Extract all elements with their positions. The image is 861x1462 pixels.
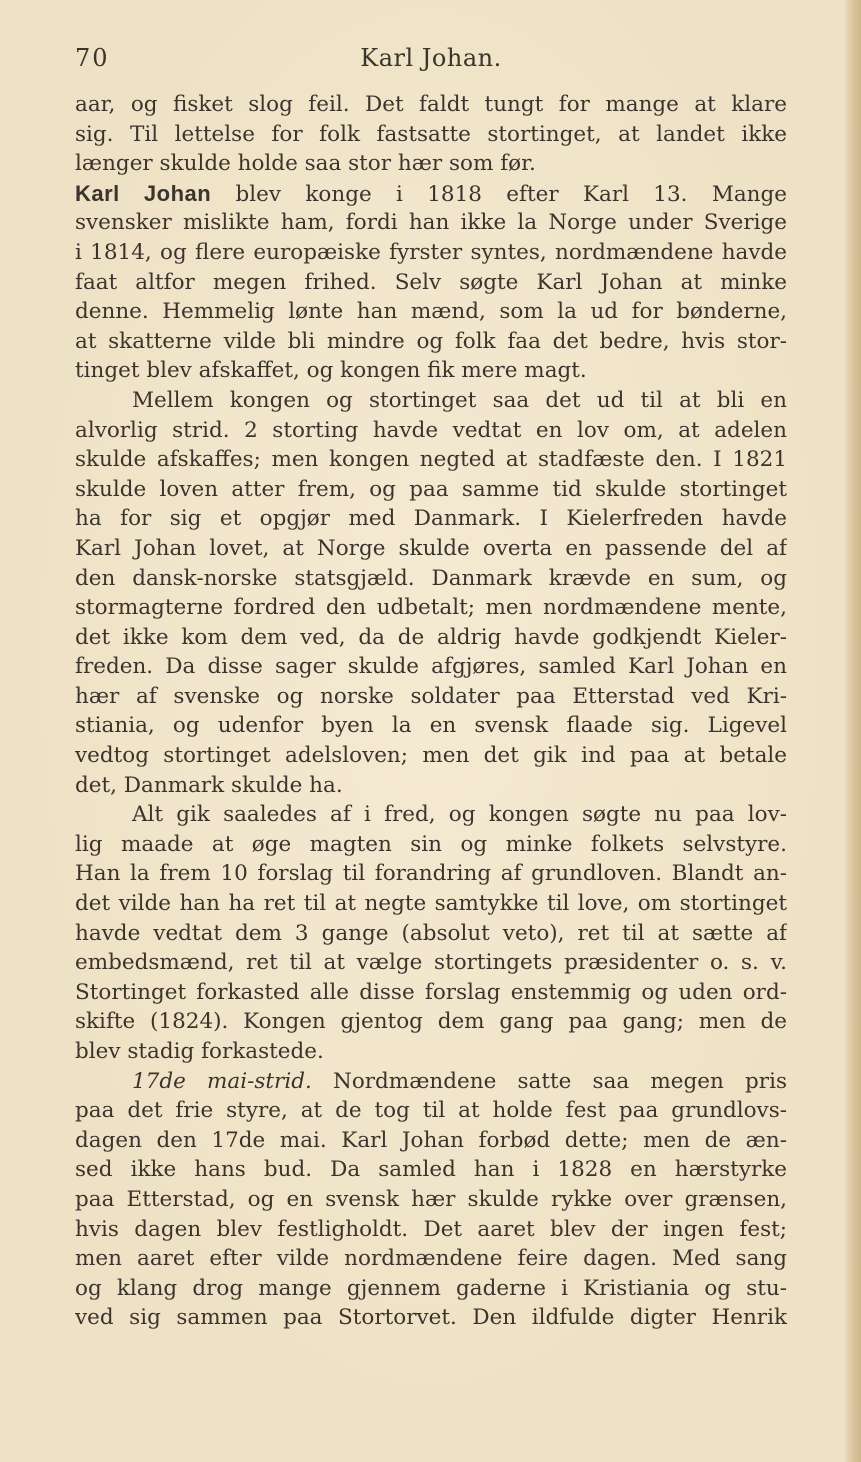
line-text: Alt gik saaledes af i fred, og kongen søgte nu paa lov- bbox=[132, 802, 787, 828]
line-text: Han la frem 10 forslag til forandring af grundloven. Blandt an- bbox=[75, 861, 787, 887]
text-line bbox=[75, 149, 787, 179]
subhead-17de-mai: 17de mai-strid. bbox=[132, 1068, 312, 1094]
text-line bbox=[75, 1096, 787, 1126]
line-text: embedsmænd, ret til at vælge stortingets præsidenter o. s. v. bbox=[75, 950, 787, 976]
line-text: lig maade at øge magten sin og minke folkets selvstyre. bbox=[75, 831, 787, 857]
line-text: Karl Johan lovet, at Norge skulde overta en passende del af bbox=[75, 535, 787, 561]
line-text: hvis dagen blev festligholdt. Det aaret blev der ingen fest; bbox=[75, 1216, 787, 1242]
line-text: svensker mislikte ham, fordi han ikke la Norge under Sverige bbox=[75, 210, 787, 236]
text-line bbox=[75, 800, 787, 830]
text-line bbox=[75, 475, 787, 505]
text-line bbox=[75, 179, 787, 209]
line-text: freden. Da disse sager skulde afgjøres, samled Karl Johan en bbox=[75, 654, 787, 680]
line-text: den dansk-norske statsgjæld. Danmark krævde en sum, og bbox=[75, 565, 787, 591]
text-line bbox=[75, 1215, 787, 1245]
text-line bbox=[75, 682, 787, 712]
text-line bbox=[75, 90, 787, 120]
text-line bbox=[75, 416, 787, 446]
line-text: alvorlig strid. 2 storting havde vedtat en lov om, at adelen bbox=[75, 417, 787, 443]
text-line bbox=[75, 1244, 787, 1274]
line-text: det vilde han ha ret til at negte samtykke til love, om stortinget bbox=[75, 891, 787, 917]
text-line bbox=[75, 1037, 787, 1067]
line-text: men aaret efter vilde nordmændene feire dagen. Med sang bbox=[75, 1246, 787, 1272]
text-line bbox=[75, 120, 787, 150]
line-text: havde vedtat dem 3 gange (absolut veto), ret til at sætte af bbox=[75, 920, 787, 946]
body-text bbox=[75, 90, 787, 1333]
text-line bbox=[75, 504, 787, 534]
line-text: Stortinget forkasted alle disse forslag enstemmig og uden ord- bbox=[75, 979, 787, 1005]
line-text: stormagterne fordred den udbetalt; men nordmændene mente, bbox=[75, 595, 787, 621]
text-line bbox=[75, 238, 787, 268]
line-text: ved sig sammen paa Stortorvet. Den ildfulde digter Henrik bbox=[75, 1305, 787, 1331]
page-edge-shadow bbox=[843, 0, 861, 1462]
line-text: blev stadig forkastede. bbox=[75, 1039, 324, 1064]
line-text: dagen den 17de mai. Karl Johan forbød dette; men de æn- bbox=[75, 1127, 787, 1153]
line-text: det ikke kom dem ved, da de aldrig havde godkjendt Kieler- bbox=[75, 624, 787, 650]
line-text: sed ikke hans bud. Da samled han i 1828 en hærstyrke bbox=[75, 1157, 787, 1183]
text-line bbox=[75, 741, 787, 771]
line-text: faat altfor megen frihed. Selv søgte Karl Johan at minke bbox=[75, 269, 787, 295]
text-line bbox=[75, 1067, 787, 1097]
text-line bbox=[75, 711, 787, 741]
line-text: sig. Til lettelse for folk fastsatte stortinget, at landet ikke bbox=[75, 121, 787, 147]
text-line bbox=[75, 771, 787, 801]
text-line bbox=[75, 919, 787, 949]
line-text: at skatterne vilde bli mindre og folk faa det bedre, hvis stor- bbox=[75, 328, 787, 354]
text-line bbox=[75, 1155, 787, 1185]
line-text: ha for sig et opgjør med Danmark. I Kielerfreden havde bbox=[75, 506, 787, 532]
text-line bbox=[75, 445, 787, 475]
line-text: det, Danmark skulde ha. bbox=[75, 772, 343, 798]
text-line bbox=[75, 623, 787, 653]
text-line bbox=[75, 1126, 787, 1156]
text-line bbox=[75, 1185, 787, 1215]
line-text: hær af svenske og norske soldater paa Etterstad ved Kri- bbox=[75, 683, 787, 709]
text-line bbox=[75, 652, 787, 682]
line-text: paa det frie styre, at de tog til at holde fest paa grundlovs- bbox=[75, 1098, 787, 1124]
subhead-karl-johan: Karl Johan bbox=[75, 180, 212, 206]
line-text: blev konge i 1818 efter Karl 13. Mange bbox=[211, 181, 787, 207]
line-text: paa Etterstad, og en svensk hær skulde rykke over grænsen, bbox=[75, 1186, 787, 1212]
text-line bbox=[75, 1274, 787, 1304]
text-line bbox=[75, 356, 787, 386]
text-line bbox=[75, 534, 787, 564]
text-line bbox=[75, 948, 787, 978]
line-text: denne. Hemmelig lønte han mænd, som la ud for bønderne, bbox=[75, 299, 787, 325]
page-number: 70 bbox=[75, 44, 110, 72]
text-line bbox=[75, 1303, 787, 1333]
text-line bbox=[75, 327, 787, 357]
line-text: aar, og fisket slog feil. Det faldt tungt for mange at klare bbox=[75, 92, 787, 117]
line-text: i 1814, og flere europæiske fyrster syntes, nordmændene havde bbox=[75, 239, 787, 265]
line-text: skulde afskaffes; men kongen negted at stadfæste den. I 1821 bbox=[75, 447, 787, 473]
running-head bbox=[75, 44, 787, 76]
running-title: Karl Johan. bbox=[360, 44, 502, 72]
text-line bbox=[75, 564, 787, 594]
text-line bbox=[75, 889, 787, 919]
text-line bbox=[75, 830, 787, 860]
text-line bbox=[75, 978, 787, 1008]
text-line bbox=[75, 297, 787, 327]
line-text: Mellem kongen og stortinget saa det ud til at bli en bbox=[132, 387, 787, 413]
text-line bbox=[75, 386, 787, 416]
text-line bbox=[75, 859, 787, 889]
text-line bbox=[75, 268, 787, 298]
line-text: Nordmændene satte saa megen pris bbox=[311, 1068, 787, 1094]
line-text: tinget blev afskaffet, og kongen fik mere magt. bbox=[75, 358, 587, 384]
text-line bbox=[75, 1007, 787, 1037]
line-text: skulde loven atter frem, og paa samme tid skulde stortinget bbox=[75, 476, 787, 502]
text-line bbox=[75, 208, 787, 238]
text-line bbox=[75, 593, 787, 623]
line-text: længer skulde holde saa stor hær som før. bbox=[75, 151, 536, 177]
line-text: og klang drog mange gjennem gaderne i Kristiania og stu- bbox=[75, 1275, 787, 1301]
line-text: stiania, og udenfor byen la en svensk flaade sig. Ligevel bbox=[75, 713, 787, 739]
line-text: vedtog stortinget adelsloven; men det gik ind paa at betale bbox=[75, 743, 787, 769]
line-text: skifte (1824). Kongen gjentog dem gang paa gang; men de bbox=[75, 1009, 787, 1035]
